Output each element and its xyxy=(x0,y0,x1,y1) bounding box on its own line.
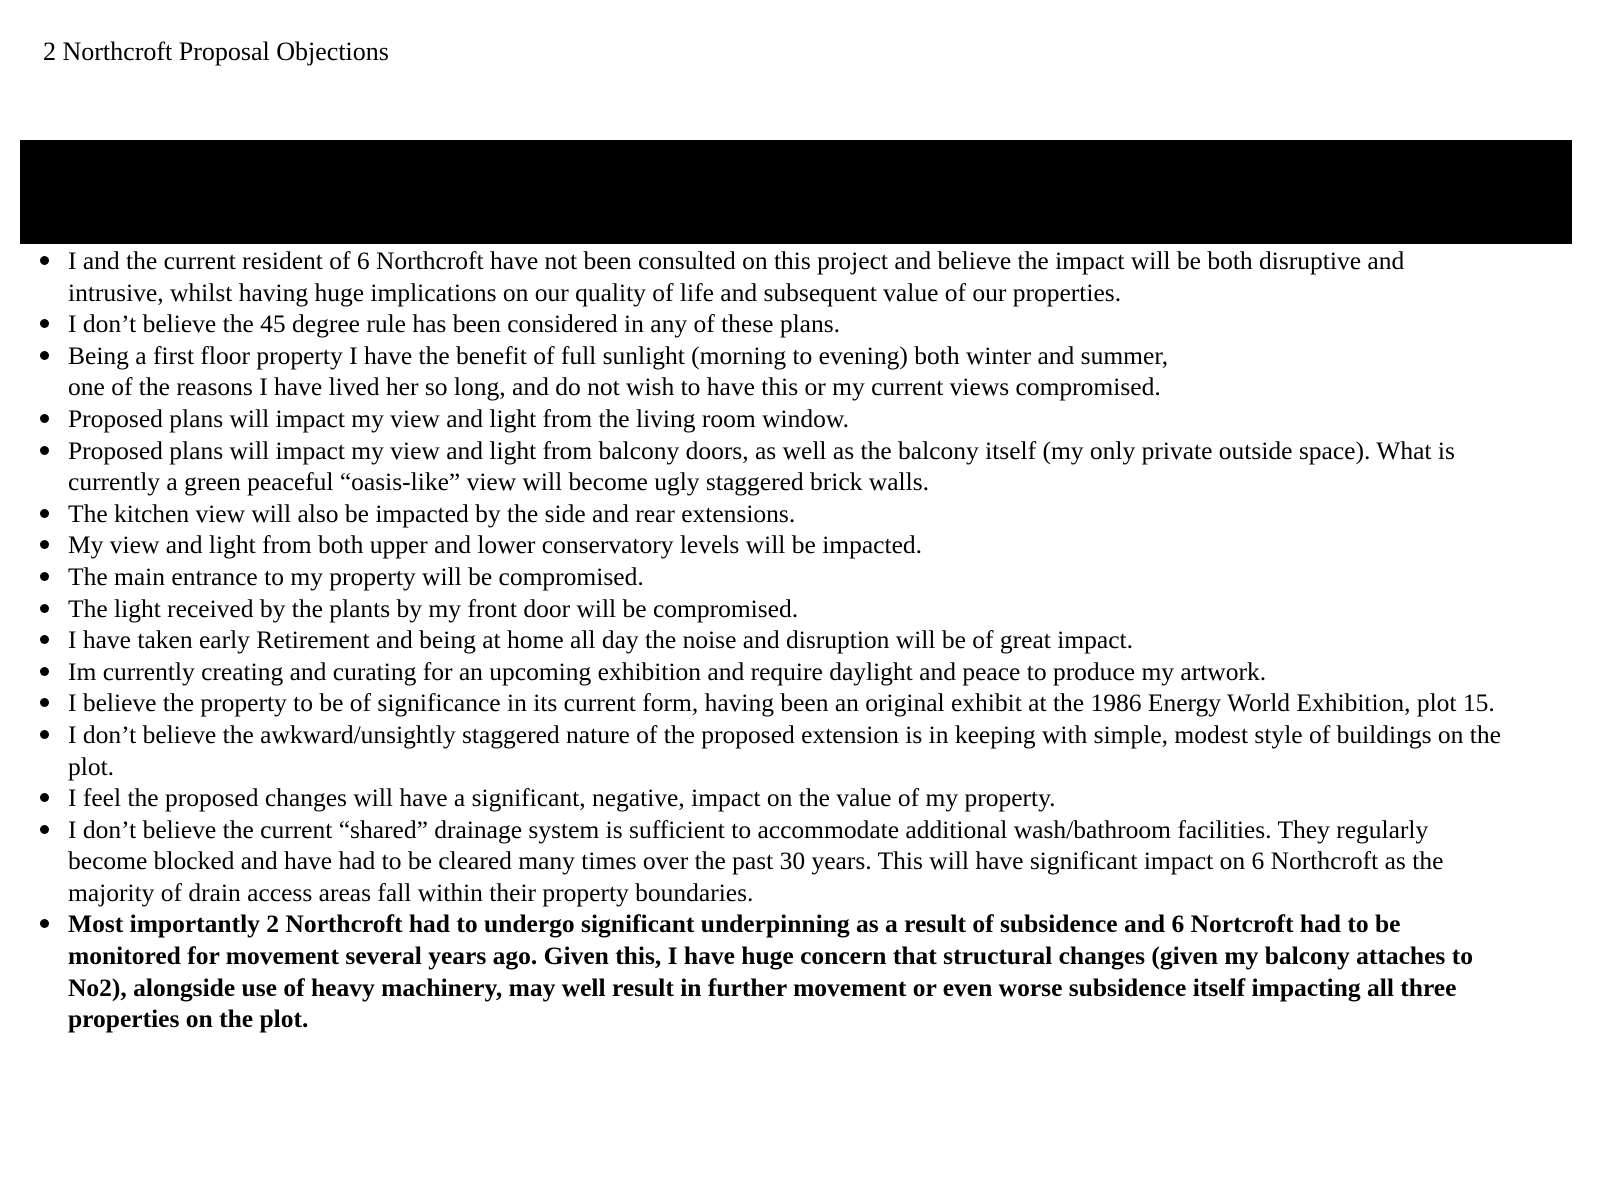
objection-item xyxy=(0,403,1600,435)
bullet-icon xyxy=(40,730,49,739)
bullet-icon xyxy=(40,604,49,613)
bullet-icon xyxy=(40,351,49,360)
bullet-icon xyxy=(40,698,49,707)
objection-item xyxy=(0,498,1600,530)
objection-item xyxy=(0,561,1600,593)
objection-item xyxy=(0,814,1600,909)
objection-item xyxy=(0,435,1600,498)
objection-text: I don’t believe the current “shared” drainage system is sufficient to accommodate additional wash/bathroom facilities. They regularly become blocked and have had to be cleared many times over the past 30 years. This will have significant impact on 6 Northcroft as the majority of drain access areas fall within their property boundaries. xyxy=(68,814,1444,907)
objection-item xyxy=(0,624,1600,656)
objection-text: I don’t believe the awkward/unsightly staggered nature of the proposed extension is in keeping with simple, modest style of buildings on the plot. xyxy=(68,719,1501,781)
bullet-icon xyxy=(40,446,49,455)
objection-text: Most importantly 2 Northcroft had to undergo significant underpinning as a result of subsidence and 6 Nortcroft had to be monitored for movement several years ago. Given this, I have huge concern that structural changes (given my balcony attaches to No2), alongside use of heavy machinery, may well result in further movement or even worse subsidence itself impacting all three properties on the plot. xyxy=(68,909,1473,1034)
bullet-icon xyxy=(40,635,49,644)
bullet-icon xyxy=(40,509,49,518)
objection-item xyxy=(0,908,1600,1034)
objection-text: The light received by the plants by my front door will be compromised. xyxy=(68,593,799,623)
objection-text: The main entrance to my property will be compromised. xyxy=(68,561,644,591)
objection-text: My view and light from both upper and lower conservatory levels will be impacted. xyxy=(68,530,923,560)
objection-text: I don’t believe the 45 degree rule has been considered in any of these plans. xyxy=(68,309,841,339)
bullet-icon xyxy=(40,572,49,581)
objection-item xyxy=(0,245,1600,308)
bullet-icon xyxy=(40,414,49,423)
bullet-icon xyxy=(40,793,49,802)
objection-text: Proposed plans will impact my view and light from balcony doors, as well as the balcony itself (my only private outside space). What is currently a green peaceful “oasis-like” view will become ugly staggered brick walls. xyxy=(68,435,1455,497)
bullet-icon xyxy=(40,256,49,265)
objection-item xyxy=(0,529,1600,561)
bullet-icon xyxy=(40,919,49,928)
objection-item xyxy=(0,687,1600,719)
objection-text: The kitchen view will also be impacted by the side and rear extensions. xyxy=(68,498,796,528)
bullet-icon xyxy=(40,319,49,328)
objection-text: Proposed plans will impact my view and light from the living room window. xyxy=(68,403,849,433)
objection-text: I and the current resident of 6 Northcroft have not been consulted on this project and believe the impact will be both disruptive and intrusive, whilst having huge implications on our quality of life and subsequent value of our properties. xyxy=(68,246,1405,307)
bullet-icon xyxy=(40,825,49,834)
objection-text: I believe the property to be of significance in its current form, having been an original exhibit at the 1986 Energy World Exhibition, plot 15. xyxy=(68,688,1495,718)
objection-text: Being a first floor property I have the benefit of full sunlight (morning to evening) both winter and summer, one of the reasons I have lived her so long, and do not wish to have this or my current views compromised. xyxy=(68,340,1169,402)
objection-text: I have taken early Retirement and being at home all day the noise and disruption will be of great impact. xyxy=(68,625,1133,655)
objection-text: Im currently creating and curating for an upcoming exhibition and require daylight and peace to produce my artwork. xyxy=(68,656,1267,686)
bullet-icon xyxy=(40,540,49,549)
objection-item xyxy=(0,656,1600,688)
objection-item xyxy=(0,719,1600,782)
bullet-icon xyxy=(40,667,49,676)
objections-list xyxy=(0,245,1600,1035)
objection-item xyxy=(0,593,1600,625)
objection-item xyxy=(0,340,1600,403)
redacted-block xyxy=(20,140,1572,244)
objection-item xyxy=(0,308,1600,340)
objection-text: I feel the proposed changes will have a significant, negative, impact on the value of my property. xyxy=(68,783,1056,813)
objection-item xyxy=(0,782,1600,814)
document-title: 2 Northcroft Proposal Objections xyxy=(43,37,389,66)
